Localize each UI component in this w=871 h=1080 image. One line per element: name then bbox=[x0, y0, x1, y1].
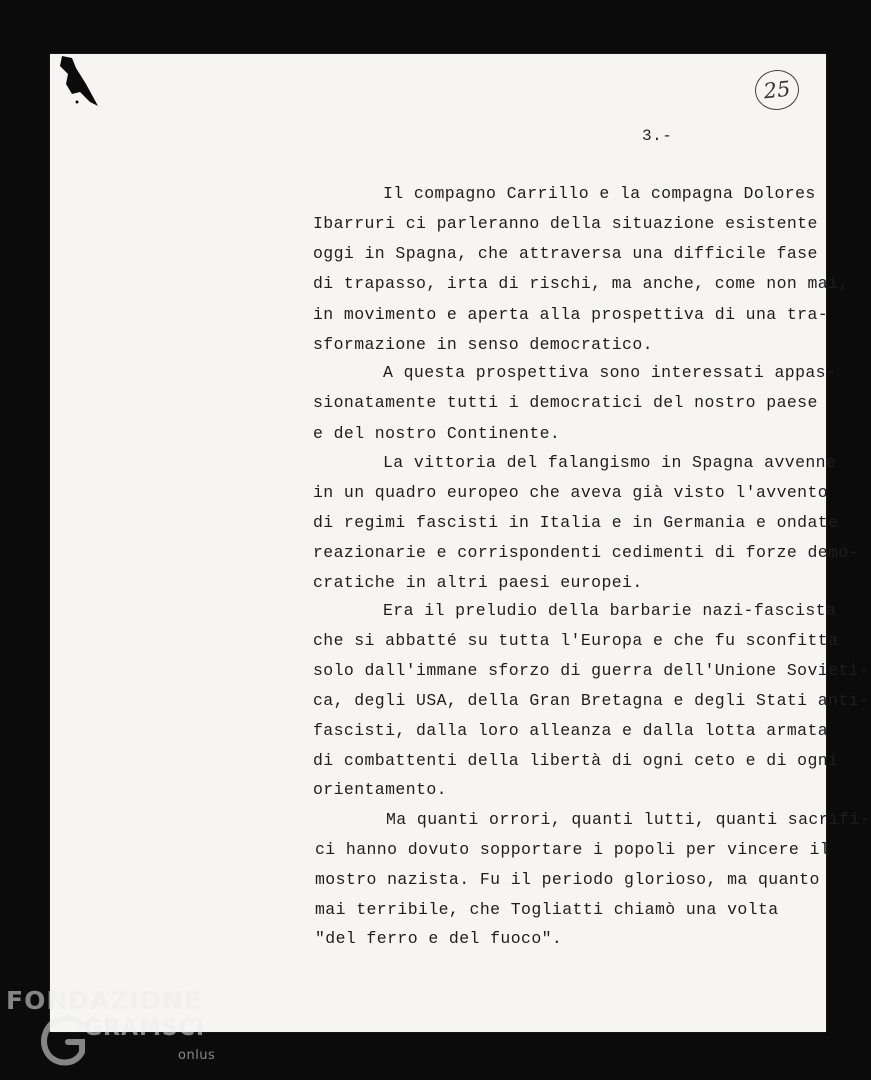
watermark-line1: FONDAZIONE bbox=[6, 986, 203, 1015]
text-line: "del ferro e del fuoco". bbox=[315, 929, 563, 948]
text-line: ca, degli USA, della Gran Bretagna e degli Stati anti- bbox=[313, 691, 870, 710]
text-line: di combattenti della libertà di ogni ceto e di ogni bbox=[313, 751, 839, 770]
text-line: orientamento. bbox=[313, 780, 447, 799]
torn-corner bbox=[50, 54, 100, 110]
text-line: Ma quanti orrori, quanti lutti, quanti sacrifi- bbox=[386, 810, 871, 829]
text-line: reazionarie e corrispondenti cedimenti di forze demo- bbox=[313, 543, 859, 562]
text-line: Il compagno Carrillo e la compagna Dolores bbox=[383, 184, 816, 203]
text-line: e del nostro Continente. bbox=[313, 424, 561, 443]
text-line: di regimi fascisti in Italia e in Germania e ondate bbox=[313, 513, 839, 532]
text-line: La vittoria del falangismo in Spagna avvenne bbox=[383, 453, 837, 472]
archive-page-number-text: 25 bbox=[762, 76, 792, 104]
page-number: 3.- bbox=[642, 127, 673, 145]
text-line: di trapasso, irta di rischi, ma anche, come non mai, bbox=[313, 274, 849, 293]
text-line: cratiche in altri paesi europei. bbox=[313, 573, 643, 592]
text-line: solo dall'immane sforzo di guerra dell'Unione Sovieti- bbox=[313, 661, 870, 680]
text-line: oggi in Spagna, che attraversa una difficile fase bbox=[313, 244, 818, 263]
text-line: Ibarruri ci parleranno della situazione esistente bbox=[313, 214, 818, 233]
text-line: A questa prospettiva sono interessati appas- bbox=[383, 363, 837, 382]
text-line: ci hanno dovuto sopportare i popoli per vincere il bbox=[315, 840, 831, 859]
text-line: Era il preludio della barbarie nazi-fascista bbox=[383, 601, 837, 620]
text-line: in un quadro europeo che aveva già visto l'avvento bbox=[313, 483, 829, 502]
text-line: mostro nazista. Fu il periodo glorioso, ma quanto bbox=[315, 870, 820, 889]
text-line: in movimento e aperta alla prospettiva di una tra- bbox=[313, 305, 829, 324]
text-line: mai terribile, che Togliatti chiamò una volta bbox=[315, 900, 779, 919]
watermark-line2: GRAMSCI bbox=[84, 1016, 206, 1041]
text-line: sionatamente tutti i democratici del nostro paese bbox=[313, 393, 818, 412]
text-line: sformazione in senso democratico. bbox=[313, 335, 653, 354]
text-line: fascisti, dalla loro alleanza e dalla lotta armata bbox=[313, 721, 829, 740]
fondazione-gramsci-watermark bbox=[6, 986, 216, 1072]
watermark-line3: onlus bbox=[178, 1048, 216, 1063]
text-line: che si abbatté su tutta l'Europa e che fu sconfitta bbox=[313, 631, 839, 650]
